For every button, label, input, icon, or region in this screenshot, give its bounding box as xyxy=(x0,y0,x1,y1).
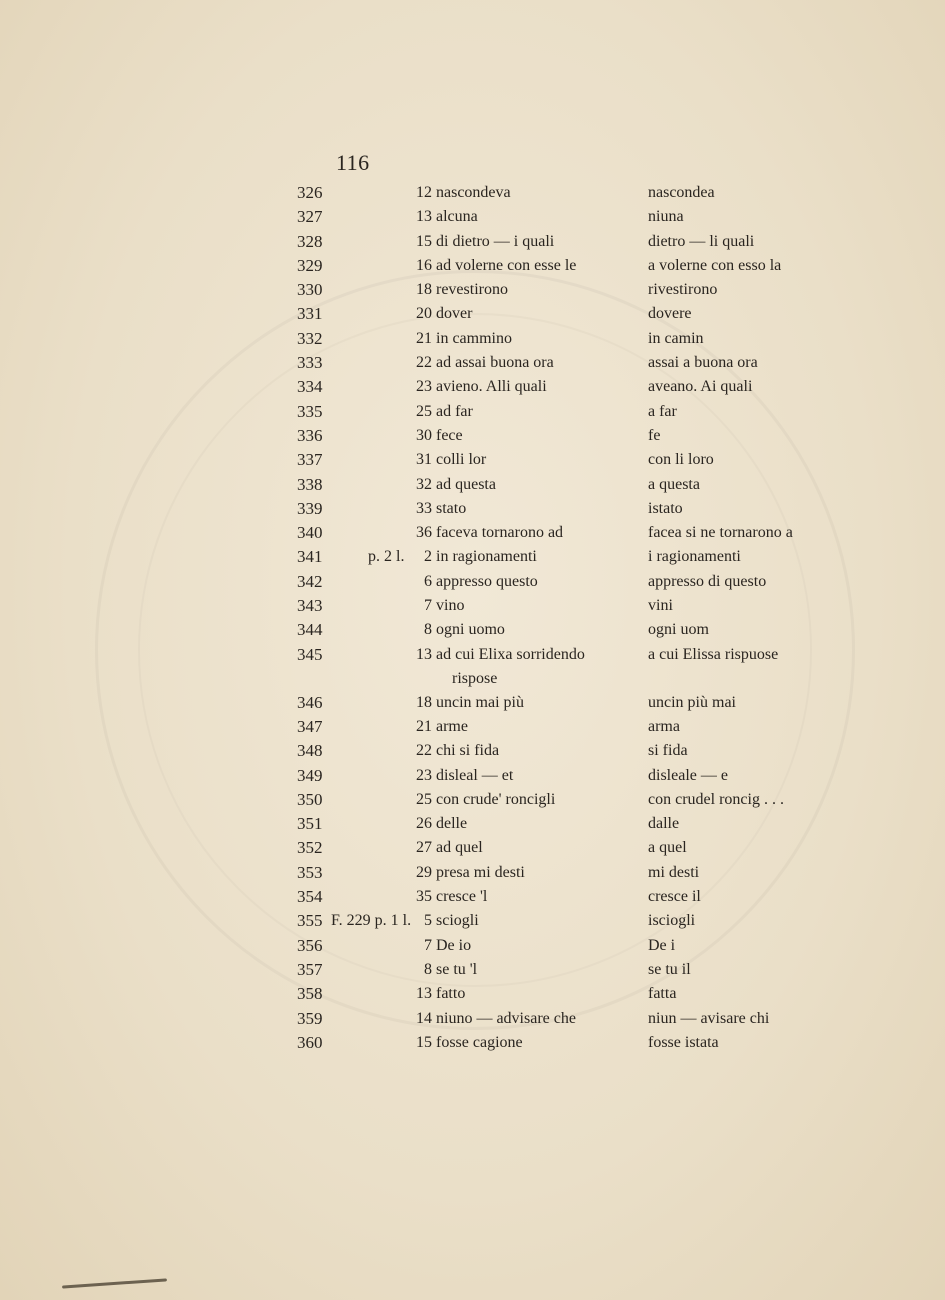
original-reading xyxy=(416,982,465,1006)
errata-row xyxy=(0,982,945,1006)
errata-row xyxy=(0,885,945,909)
original-reading-text: 13 ad cui Elixa sorridendo xyxy=(416,645,585,663)
entry-number: 355 xyxy=(297,911,323,931)
errata-row xyxy=(0,764,945,788)
entry-number: 342 xyxy=(297,571,323,591)
original-reading-text: 22 ad assai buona ora xyxy=(416,354,554,372)
corrected-reading: i ragionamenti xyxy=(648,548,741,566)
entry-number: 333 xyxy=(297,353,323,373)
original-reading-text: 20 dover xyxy=(416,305,473,323)
original-reading xyxy=(424,570,538,594)
original-reading-text: 35 cresce 'l xyxy=(416,888,488,906)
entry-number: 334 xyxy=(297,377,323,397)
errata-row xyxy=(0,788,945,812)
errata-row xyxy=(0,205,945,229)
entry-number: 350 xyxy=(297,789,323,809)
pencil-mark xyxy=(62,1278,167,1288)
original-reading xyxy=(416,836,483,860)
errata-row xyxy=(0,424,945,448)
corrected-reading: a volerne con esso la xyxy=(648,256,782,274)
original-reading xyxy=(416,691,524,715)
errata-row xyxy=(0,448,945,472)
original-reading xyxy=(416,473,496,497)
original-reading-text: 8 se tu 'l xyxy=(424,960,478,978)
errata-row xyxy=(0,375,945,399)
entry-number: 358 xyxy=(297,984,323,1004)
errata-row xyxy=(0,836,945,860)
entry-number: 326 xyxy=(297,183,323,202)
original-reading xyxy=(416,254,576,278)
corrected-reading: disleale — e xyxy=(648,766,728,784)
original-reading xyxy=(416,375,547,399)
original-reading xyxy=(416,715,468,739)
original-reading xyxy=(416,739,499,763)
original-reading-text: 8 ogni uomo xyxy=(424,621,505,639)
original-reading-text: 15 di dietro — i quali xyxy=(416,232,555,250)
errata-row xyxy=(0,594,945,618)
original-reading xyxy=(416,788,555,812)
corrected-reading: isciogli xyxy=(648,912,696,930)
entry-number: 343 xyxy=(297,596,323,616)
original-reading xyxy=(416,424,463,448)
original-reading-text: 27 ad quel xyxy=(416,839,483,857)
original-reading xyxy=(424,958,477,982)
original-reading-text: 12 nascondeva xyxy=(416,184,511,201)
original-reading-text: 25 ad far xyxy=(416,402,473,420)
corrected-reading: con crudel roncig . . . xyxy=(648,790,784,808)
original-reading xyxy=(416,302,472,326)
corrected-reading: niun — avisare chi xyxy=(648,1009,770,1027)
errata-row xyxy=(0,400,945,424)
errata-row xyxy=(0,181,945,205)
original-reading-text: 15 fosse cagione xyxy=(416,1033,523,1051)
errata-row xyxy=(0,958,945,982)
original-reading xyxy=(416,812,467,836)
errata-row xyxy=(0,909,945,933)
entry-number: 341 xyxy=(297,547,323,567)
corrected-reading: niuna xyxy=(648,208,684,226)
corrected-reading: uncin più mai xyxy=(648,693,736,711)
original-reading-text: 7 De io xyxy=(424,936,472,954)
original-reading xyxy=(416,497,466,521)
errata-row xyxy=(0,497,945,521)
original-reading-text: 23 disleal — et xyxy=(416,766,514,784)
original-reading xyxy=(416,351,554,375)
errata-row xyxy=(0,618,945,642)
errata-row xyxy=(0,327,945,351)
page-number: 116 xyxy=(336,150,370,175)
corrected-reading: aveano. Ai quali xyxy=(648,378,753,396)
errata-row xyxy=(0,1031,945,1055)
original-reading-text: 21 arme xyxy=(416,717,468,735)
original-reading xyxy=(416,181,511,205)
original-reading xyxy=(416,327,512,351)
entry-number: 357 xyxy=(297,959,323,979)
entry-number: 332 xyxy=(297,328,323,348)
corrected-reading: mi desti xyxy=(648,863,700,881)
original-reading xyxy=(424,594,464,618)
errata-row xyxy=(0,715,945,739)
corrected-reading: fe xyxy=(648,426,661,444)
corrected-reading: a far xyxy=(648,402,677,420)
errata-row xyxy=(0,302,945,326)
original-reading xyxy=(424,909,479,933)
corrected-reading: fosse istata xyxy=(648,1033,719,1051)
entry-number: 338 xyxy=(297,474,323,494)
corrected-reading: a questa xyxy=(648,475,700,493)
original-reading-text: 26 delle xyxy=(416,815,468,833)
corrected-reading: dovere xyxy=(648,305,692,323)
original-reading-text: 13 alcuna xyxy=(416,208,478,226)
original-reading xyxy=(416,1007,576,1031)
original-reading-text: 5 sciogli xyxy=(424,912,479,930)
corrected-reading: se tu il xyxy=(648,960,691,978)
original-reading-text: 29 presa mi desti xyxy=(416,863,525,881)
entry-number: 356 xyxy=(297,935,323,955)
entry-number: 360 xyxy=(297,1032,323,1052)
errata-row xyxy=(0,643,945,691)
original-reading-continuation: rispose xyxy=(452,669,498,687)
errata-table xyxy=(0,181,945,1055)
corrected-reading: dalle xyxy=(648,815,680,833)
entry-number: 327 xyxy=(297,207,323,227)
original-reading-text: 30 fece xyxy=(416,426,463,444)
original-reading xyxy=(416,230,554,254)
original-reading-text: 7 vino xyxy=(424,597,465,615)
entry-number: 354 xyxy=(297,887,323,907)
corrected-reading: istato xyxy=(648,499,683,517)
entry-number: 352 xyxy=(297,838,323,858)
corrected-reading: fatta xyxy=(648,985,677,1003)
entry-number: 344 xyxy=(297,620,323,640)
original-reading-text: 16 ad volerne con esse le xyxy=(416,256,577,274)
corrected-reading: arma xyxy=(648,717,680,735)
corrected-reading: De i xyxy=(648,936,676,954)
original-reading-text: 2 in ragionamenti xyxy=(424,548,537,566)
entry-number: 337 xyxy=(297,450,323,470)
original-reading xyxy=(416,278,508,302)
original-reading xyxy=(416,521,563,545)
errata-row xyxy=(0,254,945,278)
corrected-reading: a cui Elissa rispuose xyxy=(648,645,779,663)
original-reading xyxy=(416,205,478,229)
page-line-reference: F. 229 p. 1 l. xyxy=(331,912,412,930)
corrected-reading: facea si ne tornarono a xyxy=(648,524,793,542)
corrected-reading: in camin xyxy=(648,329,704,347)
corrected-reading: vini xyxy=(648,597,673,615)
entry-number: 351 xyxy=(297,814,323,834)
original-reading-text: 13 fatto xyxy=(416,985,466,1003)
original-reading-text: 31 colli lor xyxy=(416,451,487,469)
corrected-reading: con li loro xyxy=(648,451,714,469)
original-reading xyxy=(416,400,473,424)
original-reading-text: 33 stato xyxy=(416,499,467,517)
entry-number: 345 xyxy=(297,644,323,664)
entry-number: 336 xyxy=(297,425,323,445)
original-reading xyxy=(424,618,505,642)
original-reading-text: 36 faceva tornarono ad xyxy=(416,524,564,542)
errata-row xyxy=(0,230,945,254)
original-reading-text: 25 con crude' roncigli xyxy=(416,790,556,808)
errata-row xyxy=(0,473,945,497)
errata-row xyxy=(0,739,945,763)
original-reading xyxy=(416,1031,523,1055)
original-reading-text: 14 niuno — advisare che xyxy=(416,1009,576,1027)
corrected-reading: si fida xyxy=(648,742,688,760)
corrected-reading: cresce il xyxy=(648,888,701,906)
errata-row xyxy=(0,278,945,302)
entry-number: 330 xyxy=(297,280,323,300)
entry-number: 359 xyxy=(297,1008,323,1028)
corrected-reading: ogni uom xyxy=(648,621,709,639)
entry-number: 353 xyxy=(297,862,323,882)
original-reading-text: 22 chi si fida xyxy=(416,742,500,760)
errata-row xyxy=(0,570,945,594)
original-reading-text: 18 revestirono xyxy=(416,281,508,299)
original-reading xyxy=(424,545,537,569)
errata-row xyxy=(0,691,945,715)
entry-number: 340 xyxy=(297,523,323,543)
original-reading xyxy=(416,448,486,472)
errata-row xyxy=(0,812,945,836)
original-reading-text: 32 ad questa xyxy=(416,475,496,493)
original-reading-text: 18 uncin mai più xyxy=(416,693,524,711)
corrected-reading: dietro — li quali xyxy=(648,232,755,250)
entry-number: 339 xyxy=(297,498,323,518)
original-reading xyxy=(416,885,487,909)
page-line-reference: p. 2 l. xyxy=(368,548,405,566)
original-reading xyxy=(416,764,513,788)
corrected-reading: a quel xyxy=(648,839,687,857)
original-reading xyxy=(424,934,471,958)
entry-number: 335 xyxy=(297,401,323,421)
errata-row xyxy=(0,521,945,545)
corrected-reading: assai a buona ora xyxy=(648,354,758,372)
corrected-reading: rivestirono xyxy=(648,281,718,299)
errata-row xyxy=(0,351,945,375)
corrected-reading: appresso di questo xyxy=(648,572,767,590)
entry-number: 349 xyxy=(297,765,323,785)
entry-number: 346 xyxy=(297,692,323,712)
entry-number: 348 xyxy=(297,741,323,761)
entry-number: 328 xyxy=(297,231,323,251)
original-reading xyxy=(416,643,585,691)
original-reading-text: 23 avieno. Alli quali xyxy=(416,378,547,396)
original-reading-text: 21 in cammino xyxy=(416,329,512,347)
errata-row xyxy=(0,545,945,569)
entry-number: 329 xyxy=(297,255,323,275)
errata-row xyxy=(0,861,945,885)
entry-number: 347 xyxy=(297,716,323,736)
errata-row xyxy=(0,934,945,958)
original-reading-text: 6 appresso questo xyxy=(424,572,538,590)
entry-number: 331 xyxy=(297,304,323,324)
corrected-reading: nascondea xyxy=(648,184,715,201)
original-reading xyxy=(416,861,525,885)
errata-row xyxy=(0,1007,945,1031)
